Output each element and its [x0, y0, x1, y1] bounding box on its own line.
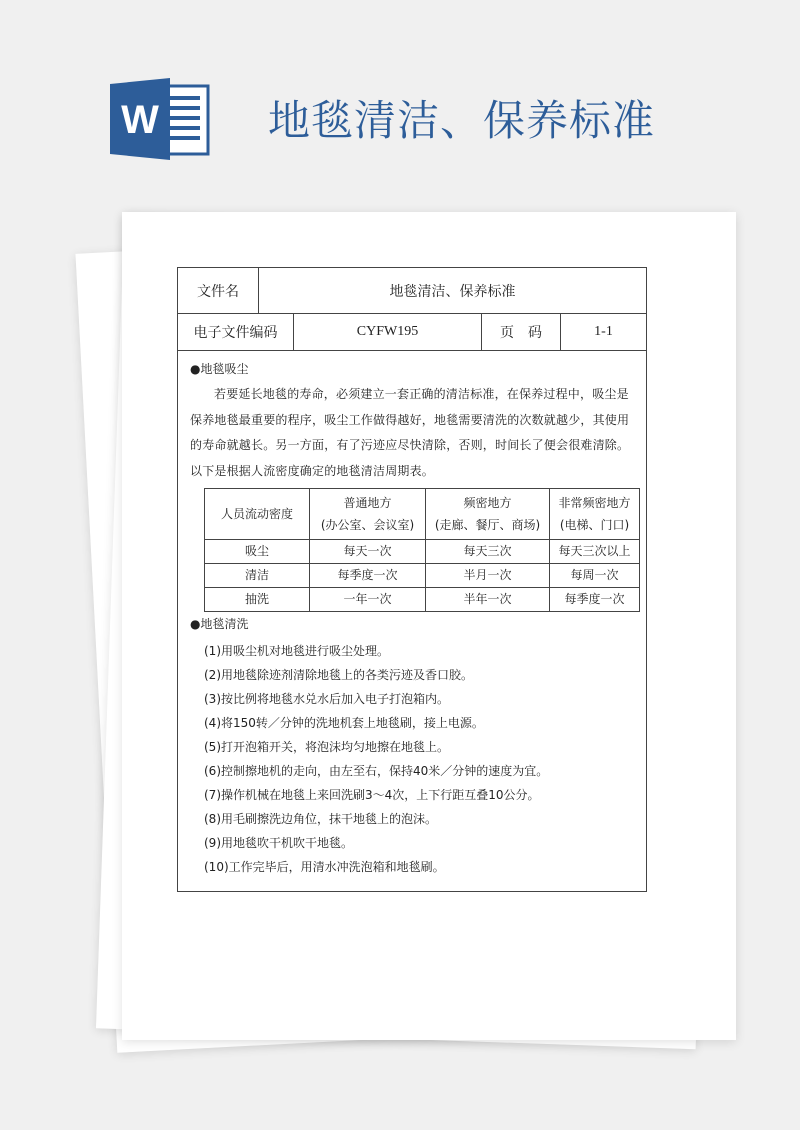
file-name-value: 地毯清洁、保养标准	[389, 283, 516, 300]
list-item: (9)用地毯吹干机吹干地毯。	[204, 836, 353, 850]
column-header: 频密地方 (走廊、餐厅、商场)	[426, 489, 550, 540]
table-corner: 人员流动密度	[205, 489, 310, 540]
document-body	[178, 351, 646, 891]
page-label: 页 码	[482, 314, 561, 350]
table-cell: 每天一次	[310, 540, 426, 564]
section-paragraph: 若要延长地毯的寿命，必须建立一套正确的清洁标准，在保养过程中，吸尘是保养地毯最重要的程序，吸尘工作做得越好，地毯需要清洗的次数就越少，其使用的寿命就越长。另一方面，有了污迹应尽快清除，否则，时间长了便会很难清除。以下是根据人流密度确定的地毯清洁周期表。	[190, 387, 630, 478]
column-header: 普通地方 (办公室、会议室)	[310, 489, 426, 540]
table-cell: 每季度一次	[550, 588, 640, 612]
list-item: (1)用吸尘机对地毯进行吸尘处理。	[204, 644, 389, 658]
table-row	[205, 588, 640, 612]
code-value: CYFW195	[294, 314, 482, 350]
row-label: 清洁	[205, 564, 310, 588]
file-code-row	[178, 314, 646, 351]
table-cell: 半月一次	[426, 564, 550, 588]
code-label: 电子文件编码	[178, 314, 294, 350]
list-item: (4)将150转／分钟的洗地机套上地毯刷，接上电源。	[204, 716, 484, 730]
row-label: 抽洗	[205, 588, 310, 612]
table-header-row	[205, 489, 640, 540]
list-item: (6)控制擦地机的走向，由左至右，保持40米／分钟的速度为宜。	[204, 764, 549, 778]
list-item: (5)打开泡箱开关，将泡沫均匀地擦在地毯上。	[204, 740, 449, 754]
list-item: (8)用毛刷擦洗边角位，抹干地毯上的泡沫。	[204, 812, 437, 826]
list-item: (2)用地毯除迹剂清除地毯上的各类污迹及香口胶。	[204, 668, 473, 682]
file-name-label: 文件名	[178, 268, 259, 313]
cleaning-schedule-table	[204, 488, 640, 612]
document-form	[177, 267, 647, 892]
table-cell: 一年一次	[310, 588, 426, 612]
table-cell: 每周一次	[550, 564, 640, 588]
table-row	[205, 564, 640, 588]
list-item: (7)操作机械在地毯上来回洗刷3～4次，上下行距互叠10公分。	[204, 788, 540, 802]
row-label: 吸尘	[205, 540, 310, 564]
table-cell: 每天三次以上	[550, 540, 640, 564]
wash-steps-list	[204, 639, 632, 879]
table-cell: 每天三次	[426, 540, 550, 564]
logo-letter: W	[121, 98, 159, 142]
section-heading-vacuum: ●地毯吸尘	[190, 362, 249, 376]
page-value: 1-1	[594, 324, 613, 339]
word-document-icon	[110, 78, 214, 160]
list-item: (10)工作完毕后，用清水冲洗泡箱和地毯刷。	[204, 860, 445, 874]
list-item: (3)按比例将地毯水兑水后加入电子打泡箱内。	[204, 692, 449, 706]
table-row	[205, 540, 640, 564]
table-cell: 每季度一次	[310, 564, 426, 588]
table-cell: 半年一次	[426, 588, 550, 612]
column-header: 非常频密地方 (电梯、门口)	[550, 489, 640, 540]
file-name-row	[178, 268, 646, 314]
section-heading-wash: ●地毯清洗	[190, 617, 249, 631]
page-title: 地毯清洁、保养标准	[268, 96, 656, 145]
